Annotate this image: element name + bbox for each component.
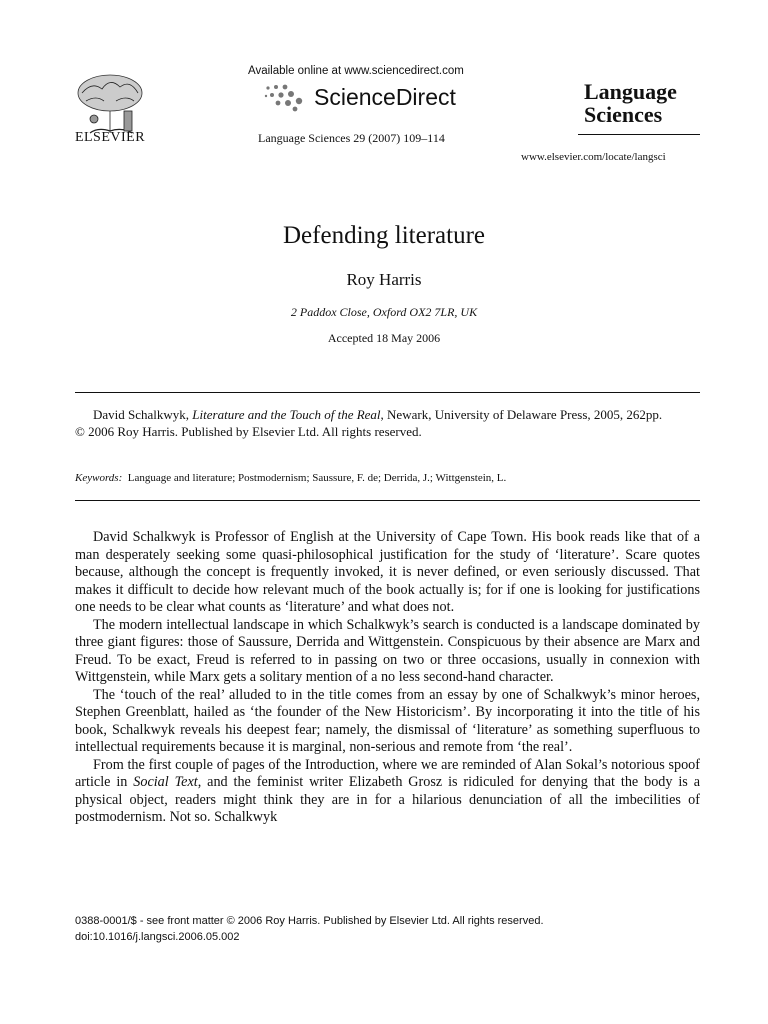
paragraph-3: The ‘touch of the real’ alluded to in the title comes from an essay by one of Schalkwyk’s minor heroes, Stephen Greenblatt, hailed as ‘the founder of the New Historicism’. By incorporating it into the title of his book, Schalkwyk reveals his deepest fear; namely, the dismissal of ‘literature’ as something superfluous to intellectual requirements because it is marginal, non-serious and remote from ‘the real’.: [75, 686, 700, 755]
author-affiliation: 2 Paddox Close, Oxford OX2 7LR, UK: [290, 305, 478, 319]
publisher-name: ELSEVIER: [74, 130, 146, 145]
journal-name-italic: Social Text: [133, 774, 198, 790]
front-matter-line: 0388-0001/$ - see front matter © 2006 Roy Harris. Published by Elsevier Ltd. All rights reserved.: [75, 915, 544, 927]
journal-title-line1: Language: [584, 79, 677, 104]
journal-url[interactable]: www.elsevier.com/locate/langsci: [521, 151, 666, 163]
paragraph-1: David Schalkwyk is Professor of English at the University of Cape Town. His book reads like that of a man desperately seeking some quasi-philosophical justification for the study of ‘literature’. Scare quotes because, although the concept is frequently invoked, it is never defined, or even seriously discussed. That makes it difficult to decide how relevant much of the book actually is; for if one is looking for justifications one needs to be clear what counts as ‘literature’ and what does not.: [75, 529, 700, 615]
paragraph-2: The modern intellectual landscape in which Schalkwyk’s search is conducted is a landscape dominated by three giant figures: those of Saussure, Derrida and Wittgenstein. Conspicuous by their absence are Marx and Freud. To be exact, Freud is referred to in passing on two or three occasions, usually in connexion with Wittgenstein, while Marx gets a solitary mention of a no less second-hand character.: [75, 616, 700, 685]
article-title: Defending literature: [283, 222, 485, 249]
sciencedirect-name: ScienceDirect: [314, 83, 456, 110]
page-footer: [75, 913, 544, 945]
book-reference: [75, 406, 700, 423]
book-details: , Newark, University of Delaware Press, 2005, 262pp.: [380, 407, 663, 422]
article-body: [75, 529, 700, 827]
abstract-bottom-rule: [75, 500, 700, 501]
journal-title-line2: Sciences: [584, 102, 663, 127]
accepted-date: Accepted 18 May 2006: [327, 331, 441, 345]
review-citation: [75, 406, 700, 440]
article-author: Roy Harris: [346, 270, 422, 289]
keywords-text: Language and literature; Postmodernism; Saussure, F. de; Derrida, J.; Wittgenstein, L.: [127, 472, 507, 484]
sciencedirect-dots-icon: [262, 82, 312, 112]
book-author: David Schalkwyk,: [93, 407, 193, 422]
keywords: [75, 472, 700, 484]
journal-title: [584, 80, 677, 126]
journal-citation: Language Sciences 29 (2007) 109–114: [258, 131, 445, 145]
keywords-label: Keywords:: [75, 472, 123, 484]
abstract-top-rule: [75, 392, 700, 393]
available-online-text: Available online at www.sciencedirect.com: [248, 65, 464, 77]
doi-line: doi:10.1016/j.langsci.2006.05.002: [75, 931, 240, 943]
header-rule: [578, 134, 700, 135]
paragraph-4: From the first couple of pages of the Introduction, where we are reminded of Alan Sokal’s notorious spoof article in Social Text, and the feminist writer Elizabeth Grosz is ridiculed for denying that the body is a physical object, readers might think they are in for a hilarious denunciation of all the imbecilities of postmodernism. Not so. Schalkwyk: [75, 756, 700, 825]
book-title: Literature and the Touch of the Real: [192, 407, 381, 422]
sciencedirect-logo: [262, 82, 456, 112]
review-copyright: © 2006 Roy Harris. Published by Elsevier Ltd. All rights reserved.: [75, 424, 422, 439]
